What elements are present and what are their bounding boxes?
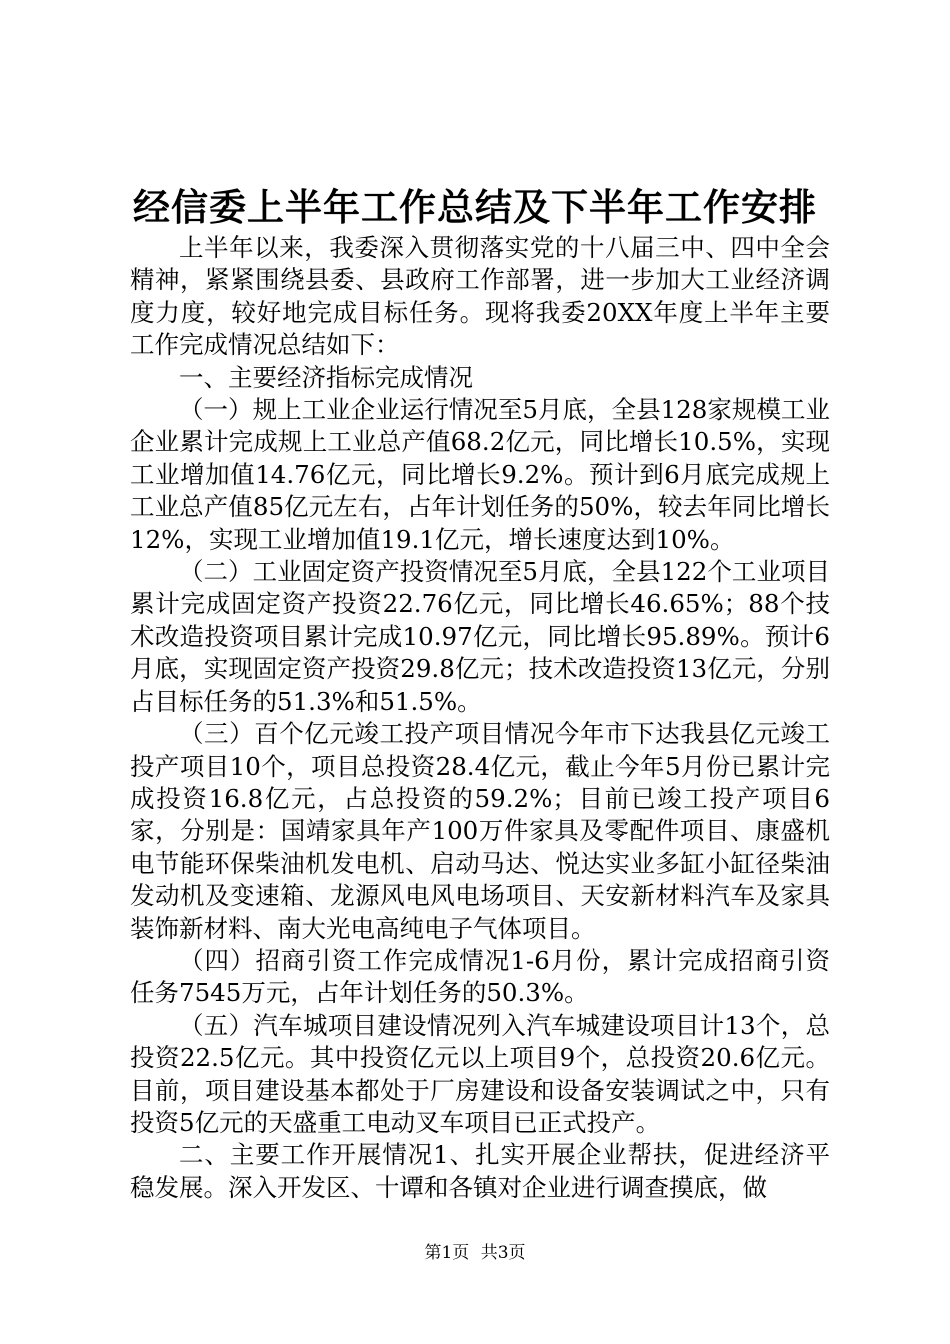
paragraph-fixed-asset-investment: （二）工业固定资产投资情况至5月底，全县122个工业项目累计完成固定资产投资22.76亿元，同比增长46.65%；88个技术改造投资项目累计完成10.97亿元，同比增长95.89%。预计6月底，实现固定资产投资29.8亿元；技术改造投资13亿元，分别占目标任务的51.3%和51.5%。: [130, 557, 830, 716]
paragraph-completed-projects: （三）百个亿元竣工投产项目情况今年市下达我县亿元竣工投产项目10个，项目总投资28.4亿元，截止今年5月份已累计完成投资16.8亿元，占总投资的59.2%；目前已竣工投产项目6家，分别是：国靖家具年产100万件家具及零配件项目、康盛机电节能环保柴油机发电机、启动马达、悦达实业多缸小缸径柴油发动机及变速箱、龙源风电风电场项目、天安新材料汽车及家具装饰新材料、南大光电高纯电子气体项目。: [130, 719, 830, 943]
page-total: 共3页: [480, 1243, 526, 1263]
paragraph-intro: 上半年以来，我委深入贯彻落实党的十八届三中、四中全会精神，紧紧围绕县委、县政府工作部署，进一步加大工业经济调度力度，较好地完成目标任务。现将我委20XX年度上半年主要工作完成情况总结如下：: [130, 233, 830, 360]
page-footer: [0, 1241, 950, 1265]
section-heading-indicators: 一、主要经济指标完成情况: [179, 362, 473, 392]
paragraph-investment-attraction: （四）招商引资工作完成情况1-6月份，累计完成招商引资任务7545万元，占年计划任务的50.3%。: [130, 945, 830, 1008]
paragraph-industrial-operation: （一）规上工业企业运行情况至5月底，全县128家规模工业企业累计完成规上工业总产值68.2亿元，同比增长10.5%，实现工业增加值14.76亿元，同比增长9.2%。预计到6月底完成规上工业总产值85亿元左右，占年计划任务的50%，较去年同比增长12%，实现工业增加值19.1亿元，增长速度达到10%。: [130, 395, 830, 554]
document-body: [130, 232, 830, 1204]
document-title: 经信委上半年工作总结及下半年工作安排: [133, 186, 817, 229]
page-number: 第1页: [424, 1243, 470, 1263]
paragraph-auto-city-projects: （五）汽车城项目建设情况列入汽车城建设项目计13个，总投资22.5亿元。其中投资亿元以上项目9个，总投资20.6亿元。目前，项目建设基本都处于厂房建设和设备安装调试之中，只有投资5亿元的天盛重工电动叉车项目已正式投产。: [130, 1010, 830, 1137]
paragraph-main-work: 二、主要工作开展情况1、扎实开展企业帮扶，促进经济平稳发展。深入开发区、十谭和各镇对企业进行调查摸底，做: [130, 1140, 830, 1202]
